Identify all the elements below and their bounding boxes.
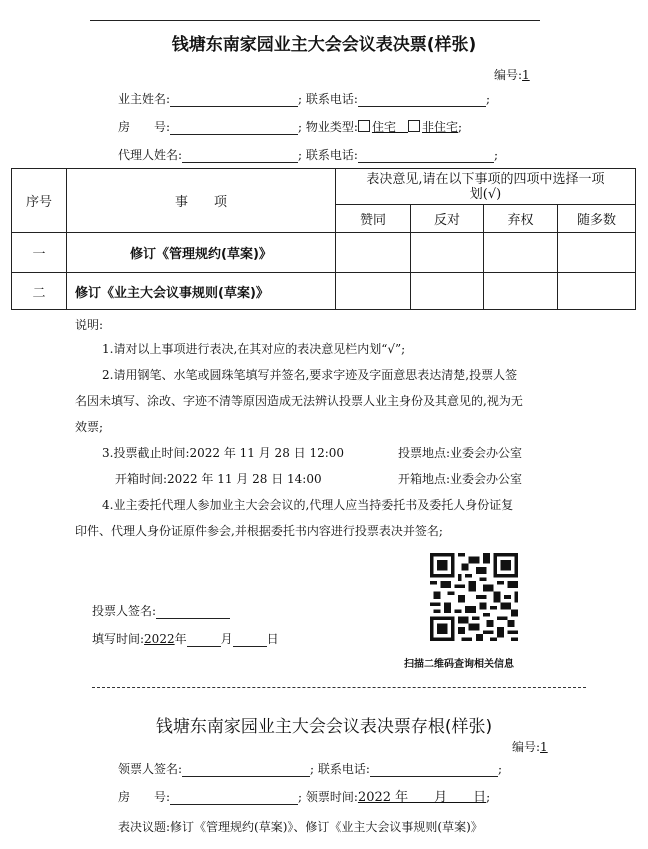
- row-no: 二: [12, 273, 67, 310]
- stub-serial-value: 1: [540, 740, 548, 754]
- note-3b: 投票地点:业委会办公室: [398, 446, 523, 460]
- stub-title: 钱塘东南家园业主大会会议表决票存根(样张): [155, 717, 493, 737]
- vote-cell-oppose[interactable]: [411, 233, 484, 273]
- fill-day-field[interactable]: [233, 633, 267, 647]
- stub-receive-time-label: 领票时间:: [305, 790, 358, 804]
- vote-cell-majority[interactable]: [558, 233, 636, 273]
- col-no-header: 序号: [12, 169, 67, 233]
- stub-room-label: 房 号:: [118, 790, 171, 804]
- fill-month-field[interactable]: [187, 633, 221, 647]
- residential-checkbox[interactable]: [358, 120, 370, 132]
- proxy-phone-field[interactable]: [358, 149, 494, 163]
- owner-name-field[interactable]: [170, 93, 298, 107]
- serial-value: 1: [522, 68, 530, 82]
- option-agree: 赞同: [336, 205, 411, 233]
- option-abstain: 弃权: [484, 205, 558, 233]
- row-no: 一: [12, 233, 67, 273]
- proxy-name-label: 代理人姓名:: [118, 148, 183, 162]
- stub-phone-field[interactable]: [370, 763, 498, 777]
- proxy-row: 代理人姓名: ; 联系电话: ;: [118, 148, 498, 162]
- fill-time-label: 填写时间:: [92, 632, 145, 646]
- top-rule: [90, 20, 540, 21]
- stub-serial-number: [512, 738, 548, 755]
- vote-cell-agree[interactable]: [336, 273, 411, 310]
- table-row: [12, 233, 636, 273]
- stub-room-row: 房 号: ; 领票时间:2022 年 月 日;: [118, 790, 491, 805]
- note-4b: 印件、代理人身份证原件参会,并根据委托书内容进行投票表决并签名;: [75, 524, 443, 538]
- vote-table: [11, 168, 636, 310]
- vote-cell-agree[interactable]: [336, 233, 411, 273]
- opinion-header: 表决意见,请在以下事项的四项中选择一项划(√): [336, 169, 636, 205]
- note-3a: 3.投票截止时间:2022 年 11 月 28 日 12:00: [102, 446, 345, 460]
- note-2a: 2.请用钢笔、水笔或圆珠笔填写并签名,要求字迹及字面意思表达清楚,投票人签: [102, 368, 518, 382]
- stub-receiver-field[interactable]: [182, 763, 310, 777]
- note-2c: 效票;: [75, 420, 104, 434]
- stub-room-field[interactable]: [170, 791, 298, 805]
- stub-phone-label: 联系电话:: [317, 762, 370, 776]
- table-row: [12, 273, 636, 310]
- option-follow-majority: 随多数: [558, 205, 636, 233]
- voter-signature-label: 投票人签名:: [92, 604, 157, 618]
- page-title: 钱塘东南家园业主大会会议表决票(样张): [171, 35, 477, 55]
- stub-receiver-row: 领票人签名: ; 联系电话: ;: [118, 762, 502, 776]
- row-item: 修订《业主大会议事规则(草案)》: [67, 273, 336, 310]
- month-suffix: 月: [220, 632, 233, 646]
- phone-field[interactable]: [358, 93, 486, 107]
- note-2b: 名因未填写、涂改、字迹不清等原因造成无法辨认投票人业主身份及其意见的,视为无: [75, 394, 523, 408]
- stub-serial-label: 编号:: [512, 740, 541, 754]
- tear-off-line: [92, 687, 586, 688]
- proxy-phone-label: 联系电话:: [305, 148, 358, 162]
- owner-name-row: 业主姓名: ; 联系电话: ;: [118, 92, 490, 106]
- note-4a: 4.业主委托代理人参加业主大会会议的,代理人应当持委托书及委托人身份证复: [102, 498, 514, 512]
- qr-caption: 扫描二维码查询相关信息: [404, 659, 514, 670]
- vote-cell-majority[interactable]: [558, 273, 636, 310]
- owner-name-label: 业主姓名:: [118, 92, 171, 106]
- row-item: 修订《管理规约(草案)》: [67, 233, 336, 273]
- col-item-header: 事 项: [67, 169, 336, 233]
- residential-label: 住宅: [371, 120, 396, 134]
- property-type-label: 物业类型:: [305, 120, 358, 134]
- note-3d: 开箱地点:业委会办公室: [398, 472, 523, 486]
- stub-receiver-label: 领票人签名:: [118, 762, 183, 776]
- option-oppose: 反对: [411, 205, 484, 233]
- stub-topic: 表决议题:修订《管理规约(草案)》、修订《业主大会议事规则(草案)》: [118, 820, 483, 834]
- year-suffix: 年: [174, 632, 187, 646]
- vote-cell-abstain[interactable]: [484, 273, 558, 310]
- vote-cell-oppose[interactable]: [411, 273, 484, 310]
- qr-code-icon: [430, 553, 518, 641]
- room-field[interactable]: [170, 121, 298, 135]
- nonresidential-checkbox[interactable]: [408, 120, 420, 132]
- nonresidential-label: 非住宅: [421, 120, 458, 134]
- proxy-name-field[interactable]: [182, 149, 298, 163]
- note-1: 1.请对以上事项进行表决,在其对应的表决意见栏内划“√”;: [102, 342, 406, 356]
- room-label: 房 号:: [118, 120, 171, 134]
- room-row: 房 号: ; 物业类型: 住宅 非住宅;: [118, 120, 463, 134]
- voter-signature-field[interactable]: [156, 605, 230, 619]
- stub-receive-time-value: 2022 年 月 日: [357, 790, 487, 805]
- day-suffix: 日: [266, 632, 279, 646]
- note-3c: 开箱时间:2022 年 11 月 28 日 14:00: [115, 472, 322, 486]
- fill-year: 2022: [144, 632, 175, 646]
- notes-heading: 说明:: [75, 318, 104, 332]
- voter-signature-row: [92, 602, 230, 619]
- phone-label: 联系电话:: [305, 92, 358, 106]
- serial-number: [494, 66, 530, 83]
- serial-label: 编号:: [494, 68, 523, 82]
- fill-time-row: [92, 630, 279, 647]
- vote-cell-abstain[interactable]: [484, 233, 558, 273]
